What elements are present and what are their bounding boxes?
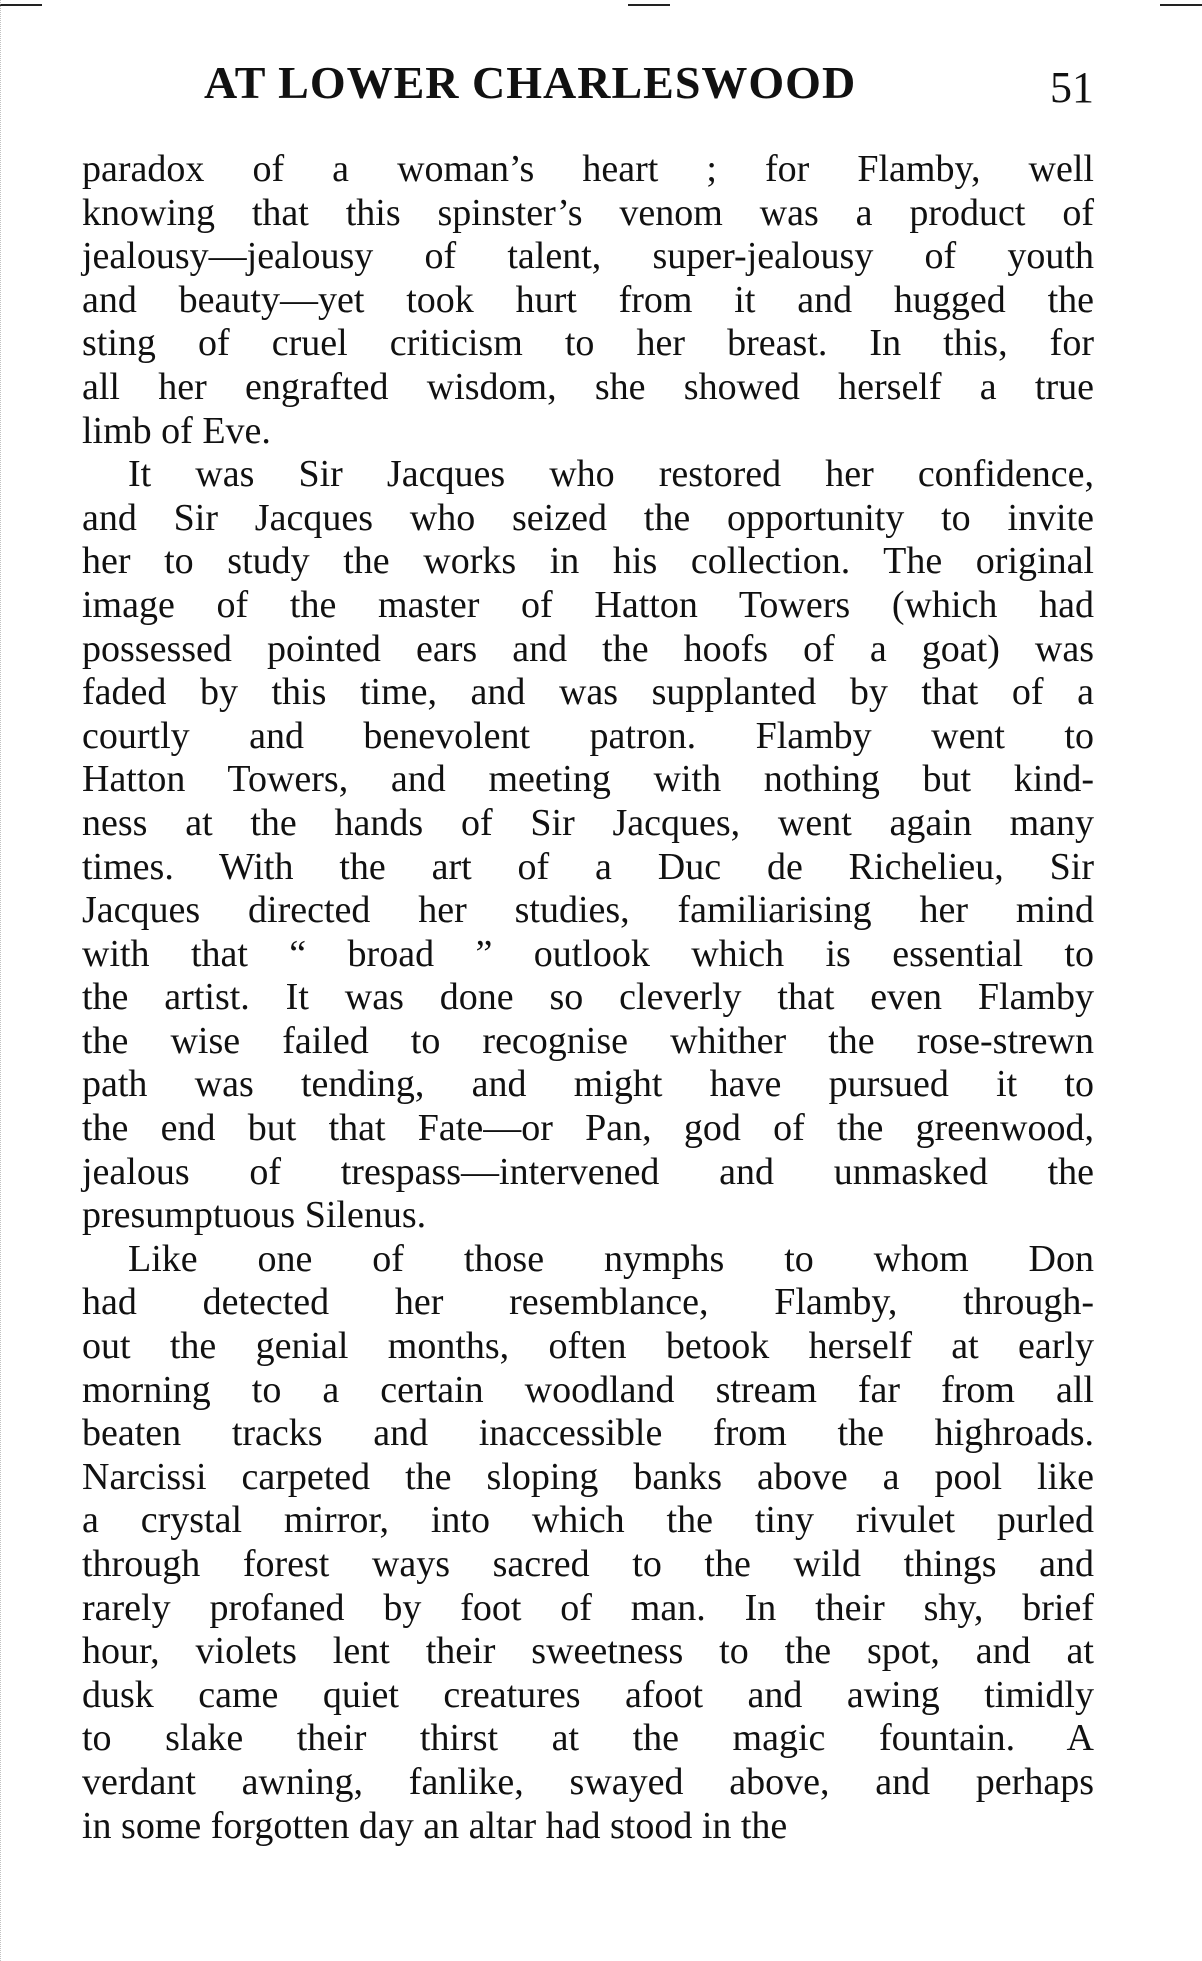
text-line: the wise failed to recognise whither the rose-strewn: [82, 1019, 1094, 1062]
text-line: dusk came quiet creatures afoot and awing timidly: [82, 1673, 1094, 1716]
page-number: 51: [1050, 63, 1094, 112]
text-line: the end but that Fate—or Pan, god of the greenwood,: [82, 1107, 1094, 1150]
text-line: presumptuous Silenus.: [82, 1194, 427, 1237]
text-line: out the genial months, often betook herself at early: [82, 1325, 1094, 1368]
text-line: paradox of a woman’s heart ; for Flamby, well: [82, 148, 1094, 190]
text-line: jealousy—jealousy of talent, super-jealousy of youth: [82, 235, 1094, 278]
text-line: image of the master of Hatton Towers (which had: [82, 583, 1094, 626]
top-rule-middle: [628, 4, 670, 6]
text-line: with that “ broad ” outlook which is essential to: [82, 932, 1094, 975]
scan-margin-edge: [0, 0, 21, 1961]
text-line: path was tending, and might have pursued it to: [82, 1063, 1094, 1106]
text-line: a crystal mirror, into which the tiny rivulet purled: [82, 1499, 1094, 1542]
paragraph: [82, 1238, 1094, 1848]
text-line: It was Sir Jacques who restored her confidence,: [128, 453, 1094, 496]
text-line: her to study the works in his collection. The original: [82, 540, 1094, 583]
text-line: in some forgotten day an altar had stood in the: [82, 1804, 788, 1847]
text-line: hour, violets lent their sweetness to the spot, and at: [82, 1630, 1094, 1673]
text-line: Like one of those nymphs to whom Don: [128, 1237, 1094, 1280]
text-line: faded by this time, and was supplanted by that of a: [82, 671, 1094, 714]
top-rule-right: [1160, 4, 1202, 6]
text-line: Narcissi carpeted the sloping banks above a pool like: [82, 1455, 1094, 1498]
text-line: beaten tracks and inaccessible from the highroads.: [82, 1412, 1094, 1455]
text-line: sting of cruel criticism to her breast. In this, for: [82, 322, 1094, 365]
text-line: knowing that this spinster’s venom was a product of: [82, 191, 1094, 234]
paragraph: [82, 148, 1094, 453]
paragraph: [82, 453, 1094, 1238]
text-line: times. With the art of a Duc de Richelieu, Sir: [82, 845, 1094, 888]
text-line: possessed pointed ears and the hoofs of a goat) was: [82, 627, 1094, 670]
running-title: AT LOWER CHARLESWOOD: [204, 57, 857, 108]
body-text: [82, 148, 1094, 1848]
text-line: and Sir Jacques who seized the opportunity to invite: [82, 496, 1094, 539]
text-line: courtly and benevolent patron. Flamby went to: [82, 714, 1094, 757]
text-line: had detected her resemblance, Flamby, through-: [82, 1281, 1094, 1324]
text-line: and beauty—yet took hurt from it and hugged the: [82, 278, 1094, 321]
text-line: jealous of trespass—intervened and unmasked the: [82, 1150, 1094, 1193]
text-line: ness at the hands of Sir Jacques, went again many: [82, 801, 1094, 844]
text-line: all her engrafted wisdom, she showed herself a true: [82, 365, 1094, 408]
running-head: [82, 56, 1094, 116]
text-line: limb of Eve.: [82, 409, 271, 452]
text-line: the artist. It was done so cleverly that even Flamby: [82, 976, 1094, 1019]
text-line: Hatton Towers, and meeting with nothing but kind-: [82, 758, 1094, 801]
text-line: rarely profaned by foot of man. In their shy, brief: [82, 1586, 1094, 1629]
text-line: through forest ways sacred to the wild things and: [82, 1543, 1094, 1585]
text-line: verdant awning, fanlike, swayed above, and perhaps: [82, 1760, 1094, 1803]
text-line: Jacques directed her studies, familiarising her mind: [82, 889, 1094, 932]
text-line: morning to a certain woodland stream far from all: [82, 1368, 1094, 1411]
text-line: to slake their thirst at the magic fountain. A: [82, 1717, 1094, 1760]
